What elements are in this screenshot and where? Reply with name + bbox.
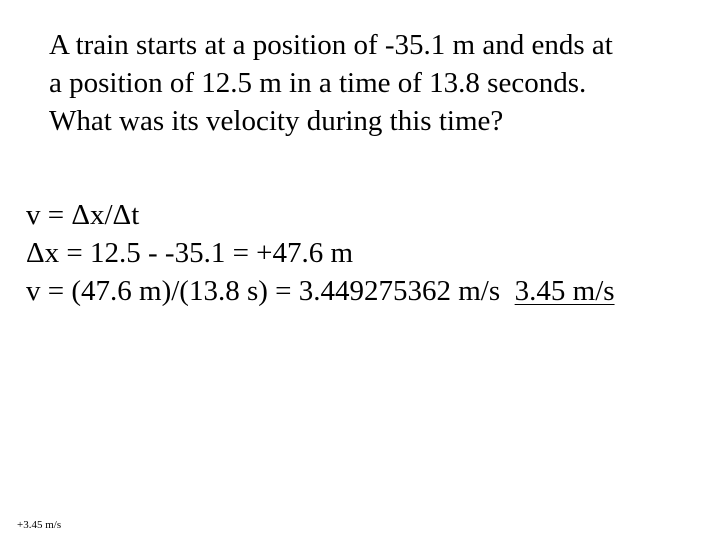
- footnote-answer: +3.45 m/s: [17, 519, 62, 531]
- velocity-calculation: v = (47.6 m)/(13.8 s) = 3.449275362 m/s: [26, 275, 501, 307]
- final-answer: 3.45 m/s: [514, 275, 615, 307]
- velocity-formula: v = Δx/Δt: [26, 199, 140, 231]
- question-line: a position of 12.5 m in a time of 13.8 seconds.: [49, 67, 587, 99]
- solution-block: [26, 196, 716, 310]
- velocity-calculation-line: [26, 272, 716, 310]
- question-text: [49, 26, 709, 140]
- question-line: A train starts at a position of -35.1 m and ends at: [49, 29, 613, 61]
- question-line: What was its velocity during this time?: [49, 105, 504, 137]
- displacement-line: Δx = 12.5 - -35.1 = +47.6 m: [26, 237, 354, 269]
